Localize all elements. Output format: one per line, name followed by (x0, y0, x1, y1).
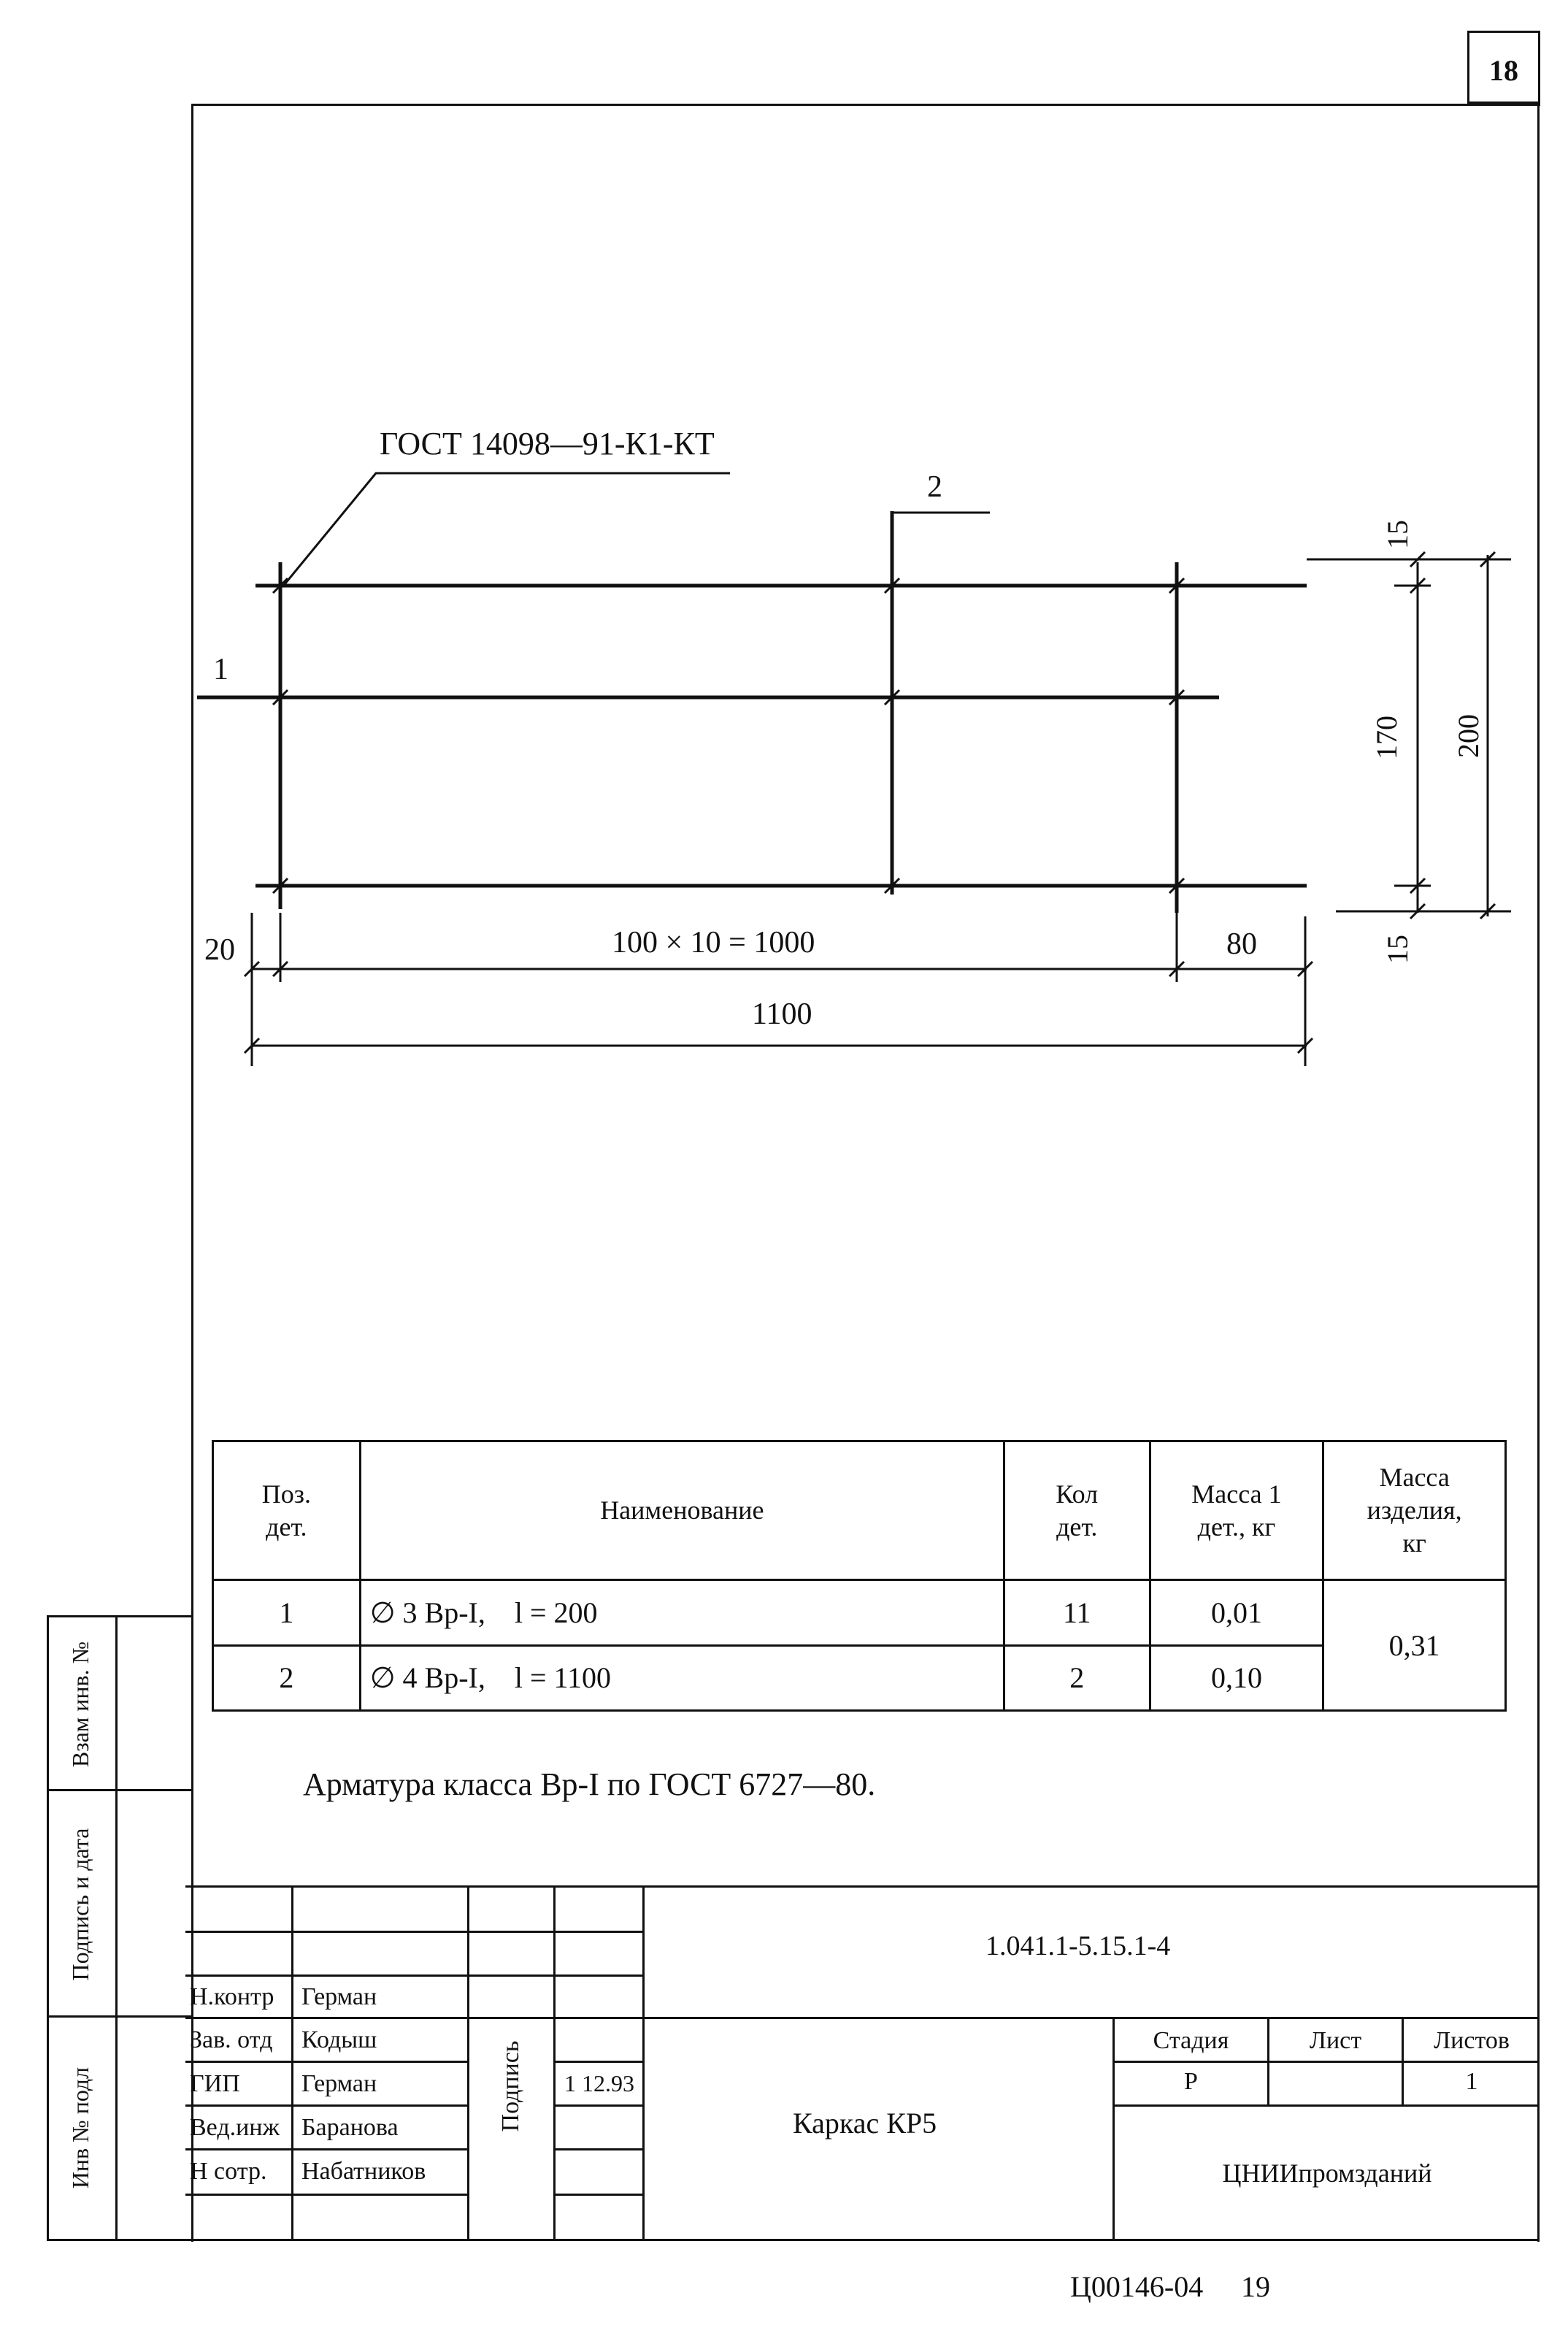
dim-inner-height: 170 (1370, 716, 1403, 759)
header-name: Наименование (360, 1441, 1004, 1580)
signature-label: Подпись (497, 2040, 524, 2132)
header-qty: Кол дет. (1004, 1441, 1150, 1580)
stage-value: Р (1184, 2068, 1198, 2095)
position-1-label: 1 (213, 653, 228, 686)
name-n-sotr: Набатников (301, 2158, 426, 2185)
sheets-label: Листов (1434, 2027, 1510, 2054)
role-gip: ГИП (190, 2070, 240, 2097)
dim-top-cover: 15 (1381, 520, 1414, 549)
dim-spacing: 100 × 10 = 1000 (612, 926, 815, 960)
side-inv-podl: Инв № подл (67, 2067, 93, 2189)
role-ved-inzh: Вед.инж (190, 2114, 280, 2141)
header-pos: Поз. дет. (213, 1441, 361, 1580)
side-podpis-data: Подпись и дата (67, 1828, 93, 1981)
mass-total-value: 0,31 (1323, 1580, 1506, 1711)
table-row (213, 1580, 1506, 1646)
table-header-row (213, 1441, 1506, 1580)
sheet-label: Лист (1309, 2027, 1362, 2054)
dim-bottom-cover: 15 (1381, 935, 1414, 964)
name-zav-otd: Кодыш (301, 2026, 377, 2053)
document-code: 1.041.1-5.15.1-4 (985, 1931, 1171, 1961)
stage-label: Стадия (1153, 2027, 1229, 2054)
position-2-label: 2 (927, 470, 942, 504)
role-n-sotr: Н сотр. (190, 2158, 267, 2185)
sheets-value: 1 (1465, 2068, 1478, 2095)
row-qty: 2 (1004, 1645, 1150, 1711)
material-note: Арматура класса Вр-I по ГОСТ 6727—80. (303, 1766, 876, 1802)
row-name: ∅ 3 Вр-I, l = 200 (360, 1580, 1004, 1646)
row-pos: 2 (213, 1645, 361, 1711)
row-qty: 11 (1004, 1580, 1150, 1646)
archive-code: Ц00146-04 (1070, 2270, 1204, 2303)
callout-standard-label: ГОСТ 14098—91-К1-КТ (380, 426, 715, 461)
archive-page: 19 (1241, 2270, 1270, 2303)
approval-date: 1 12.93 (564, 2070, 634, 2096)
table-row (213, 1645, 1506, 1711)
dim-total-length: 1100 (752, 997, 812, 1031)
dim-right-offset: 80 (1226, 927, 1257, 961)
name-n-kontr: Герман (301, 1983, 377, 2010)
row-mass: 0,10 (1150, 1645, 1323, 1711)
role-n-kontr: Н.контр (190, 1983, 274, 2010)
side-vzam-inv: Взам инв. № (67, 1641, 93, 1768)
specification-table (212, 1440, 1507, 1712)
name-ved-inzh: Баранова (301, 2114, 399, 2141)
dim-total-height: 200 (1452, 714, 1485, 758)
standard-callout-leader (285, 473, 730, 584)
drawing-title: Каркас КР5 (793, 2107, 937, 2140)
header-mass-total: Масса изделия, кг (1323, 1441, 1506, 1580)
role-zav-otd: Зав. отд (190, 2026, 273, 2053)
organization: ЦНИИпромзданий (1222, 2159, 1432, 2188)
dim-left-offset: 20 (204, 933, 235, 967)
row-mass: 0,01 (1150, 1580, 1323, 1646)
row-name: ∅ 4 Вр-I, l = 1100 (360, 1645, 1004, 1711)
row-pos: 1 (213, 1580, 361, 1646)
page-number: 18 (1489, 54, 1518, 87)
name-gip: Герман (301, 2070, 377, 2097)
header-mass-one: Масса 1 дет., кг (1150, 1441, 1323, 1580)
